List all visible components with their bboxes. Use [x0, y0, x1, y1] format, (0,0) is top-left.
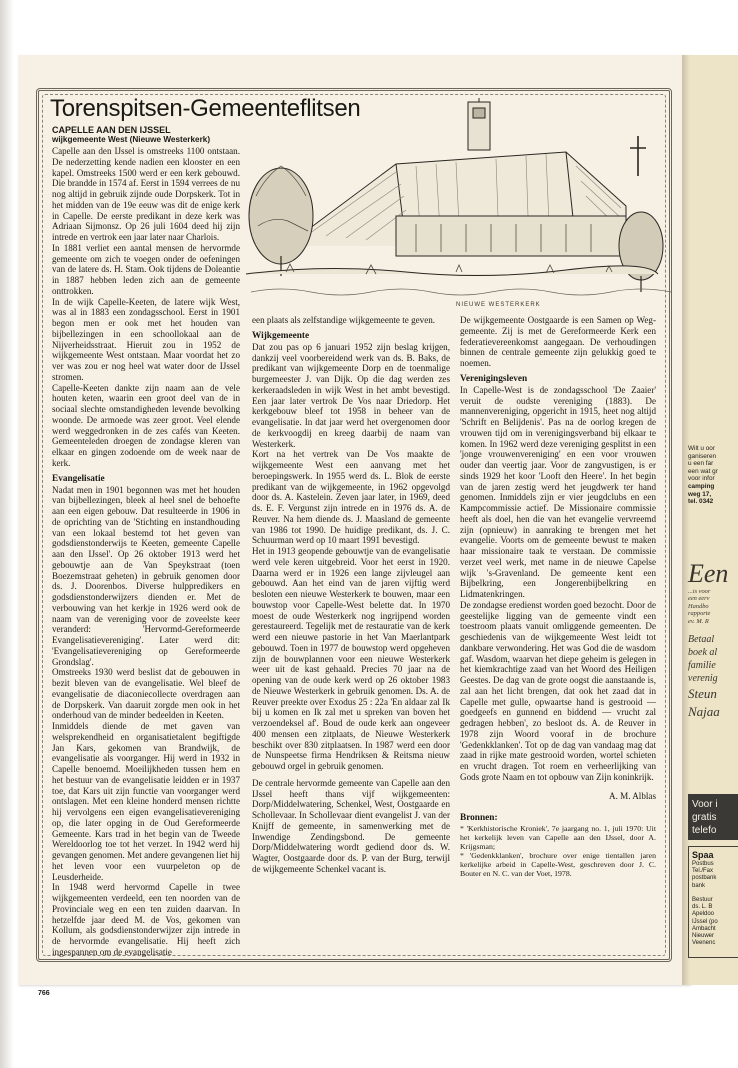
side-ad-box-line: bank [692, 882, 706, 889]
side-ad-line: u een far [688, 460, 714, 468]
side-ad-box-line: Postbus [692, 861, 714, 867]
paragraph: Dat zou pas op 6 januari 1952 zijn beslag krijgen, dankzij veel voorbereidend werk van ds. B. Baks, de predikant van wijkgemeente Dorp en de toenmalige burgemeester J. van Dijk. Op die dag werden zes kerkeraadsleden in wijk West in het ambt bevestigd. Een jaar later vertrok De Vos naar Driedorp. Het kerkgebouw bleef tot 1958 in beheer van de evangelisatie. In dat jaar werd het overgenomen door de kerkvoogdij en kreeg daarbij de naam van Westerkerk. [252, 341, 450, 449]
side-ad-dark-line: telefo [692, 825, 717, 836]
paragraph: De centrale hervormde gemeente van Capelle aan den IJssel heeft thans vijf wijkgemeenten: Dorp/Middelwatering, Schenkel, West, Oostgaarde en Schollevaar. In Schollevaar dient evangelist J. van der Knijff de gemeente, in samenwerking met de Inwendige Zendingsbond. De gemeente Dorp/Middelwatering wordt gediend door ds. W. Wagter, Oostgaarde door ds. P. van der Burg, terwijl de wijkgemeente Schenkel vacant is. [252, 777, 450, 874]
side-ad-box-line: Nieuwer [692, 933, 715, 940]
paragraph: een plaats als zelfstandige wijkgemeente te geven. [252, 315, 436, 325]
page-number: 766 [38, 990, 50, 997]
side-ad-script-line: Handbo [688, 602, 709, 610]
paragraph: Het in 1913 geopende gebouwtje van de evangelisatie werd vele keren uitgebreid. Voor het eerst in 1920. Daarna werd er in 1926 een lange zijvleugel aan gebouwd. Aan het eind van de jaren vijftig werd besloten een nieuwe Westerkerk te bouwen, maar een bouwstop voor Capelle-West belette dat. In 1970 moest de oude Westerkerk nog ingrijpend worden gerestaureerd. Tegelijk met de restauratie van de kerk werd een nieuwe pastorie in het Van Maerlantpark gebouwd. Toen in 1977 de bouwstop werd opgeheven zijn de bouwplannen voor een nieuwe Westerkerk weer uit de kast gehaald. Precies 70 jaar na de opening van de oude kerk werd op 26 oktober 1983 de Nieuwe Westerkerk in gebruik genomen. Ds. A. de Reuver preekte over Exodus 25 : 22a 'En aldaar zal Ik bij u komen en Ik zal met u spreken van boven het verzoendeksel af'. Boud de oude kerk aan ongeveer 400 mensen een zitplaats, de Nieuwe Westerkerk beschikt over 830 zitplaatsen. In 1987 werd een door de Nunspeetse firma Hendriksen & Reitsma nieuw gebouwd orgel in gebruik genomen. [252, 546, 450, 771]
article-title: Torenspitsen-Gemeenteflitsen [50, 95, 361, 122]
side-ad-text [688, 445, 718, 506]
sketch-caption: NIEUWE WESTERKERK [456, 302, 541, 308]
side-ad-script-mid: boek al [688, 647, 718, 659]
side-ad-box-line: Tel./Fax [692, 868, 714, 875]
author-signature: A. M. Alblas [609, 790, 656, 801]
side-ad-line: ganiseren [688, 452, 717, 460]
side-ad-script-line: ...is voor [688, 588, 711, 595]
paragraph: In 1881 verliet een aantal mensen de hervormde gemeente om zich te voegen onder de oefeningen van de latere ds. H. Stam. Ook tijdens de Doleantie in 1887 hebben leden zich aan de gemeente onttrokken. [52, 242, 240, 296]
side-ad-line: camping [688, 482, 715, 490]
side-ad-script [688, 560, 728, 721]
paragraph: Nadat men in 1901 begonnen was met het houden van bijbellezingen, bleek al heel snel de behoefte aan een eigen gebouw. Dat resulteerde in 1906 in de oprichting van de 'Stichting en instandhouding van een lokaal bestemd tot het geven van godsdienstonderwijs te Keeten, gemeente Capelle aan den IJssel'. Op 26 oktober 1913 werd het gebouwtje aan de Van Speykstraat (toen Boezemstraat geheten) in gebruik genomen door ds. J. Doorenbos. Diverse hulppredikers en godsdienstonderwijzers dienden er. Met de verbouwing van het kerkje in 1926 werd ook de naam van de vereniging voor de zoveelste keer veranderd: 'Hervormd-Gereformeerde Evangelisatievereniging'. Later werd dit: 'Evangelisatievereniging op Gereformeerde Grondslag'. [52, 484, 240, 667]
paragraph: In 1948 werd hervormd Capelle in twee wijkgemeenten verdeeld, een ten noorden van de Provinciale weg en een ten zuiden daarvan. In hetzelfde jaar deed M. de Vos, gekomen van Kollum, als godsdienstonderwijzer zijn intrede in de hervormde evangelisatie. Hij heeft zich ingespannen om de evangelisatie [52, 882, 240, 957]
section-heading: Wijkgemeente [252, 330, 310, 341]
side-ad-box-line: Veenenc [692, 940, 716, 947]
sources-heading: Bronnen: [460, 813, 498, 824]
paragraph: Inmiddels diende de met gaven van welsprekendheid en organisatietalent begiftigde Jan Kars, gekomen van Brandwijk, de evangelisatie als voorganger. Hij werd in 1932 in Capelle benoemd. Moeilijkheden tussen hem en het bestuur van de evangelisatie leidden er in 1937 toe, dat Kars uit zijn functie van voorganger werd ontslagen. Met een kleine honderd mensen richtte hij vervolgens een eigen evangelisatievereniging op, die later opging in de Oud Gereformeerde Gemeente. Kars trad in het begin van de Tweede Wereldoorlog toe tot het verzet. In 1942 werd hij gevangen genomen. Met andere gevangenen liet hij het leven voor een vuurpeleton op de Leusderheide. [52, 721, 240, 882]
side-ad-box-line [692, 890, 738, 897]
paragraph: Capelle aan den IJssel is omstreeks 1100 ontstaan. De nederzetting kende nadien een klooster en een kapel. Omstreeks 1500 werd er een kerk gebouwd. Die brandde in 1574 af. Eerst in 1594 verrees de nu nog altijd in gebruik zijnde oude Dorpskerk. Tot in het midden van de 19e eeuw was dit de enige kerk in Capelle. De eerste predikant in deze kerk was Adriaan Sijmonsz. Op 26 juli 1604 deed hij zijn intrede en vertrok een jaar later naar Charlois. [52, 146, 240, 242]
section-heading: Evangelisatie [52, 473, 105, 484]
side-ad-script-mid: Betaal [688, 634, 715, 646]
column-2 [252, 315, 450, 948]
paragraph: De zondagse eredienst worden goed bezocht. Door de geestelijke ligging van de gemeente vindt een toestroom plaats vanuit omliggende gemeenten. De geschiedenis van de wijkgemeente West leidt tot dankbare verwondering. Het was God die de wasdom gaf. Wasdom, waarvan het diepe geheim is gelegen in het kiemkrachtige zaad van het Woord des Heiligen Geestes. De dag van de grote oogst die aanstaande is, zal aan het licht brengen, dat ook het zaad dat in Capelle met gulle, opwaartse hand is gestrooid — goedgeefs en gunnend en biddend — vrucht zal gedragen hebben', zo besloot ds. A. de Reuver in 1978 zijn Woord vooraf in de brochure 'Gedenkklanken'. Tot op de dag van vandaag mag dat zaad in rijke mate gestrooid worden, wortel schieten en vrucht dragen. Tot roem en verheerlijking van Gods grote Naam en tot opbouw van Zijn koninkrijk. [460, 599, 656, 782]
side-ad-dark-banner [688, 794, 738, 840]
side-ad-script-line: een eerv [688, 595, 710, 603]
side-ad-dark-line: gratis [692, 812, 717, 823]
side-ad-box-line: postbank [692, 875, 717, 882]
article-congregation: wijkgemeente West (Nieuwe Westerkerk) [52, 135, 211, 144]
side-ad-script-line: ev. M. R [688, 617, 709, 625]
side-ad-script-mid: familie [688, 660, 716, 672]
paragraph: Capelle-Keeten dankte zijn naam aan de vele houten keten, waarin een groot deel van de in sociaal slechte omstandigheden levende bevolking woonde. De armoede was zeer groot. Veel elende werd weggedronken in de zes cafés van Keeten. Gemeenteleden droegen de zondagse kleren van elkaar en gingen zodoende om de week naar de kerk. [52, 382, 240, 468]
article-place: CAPELLE AAN DEN IJSSEL [52, 125, 171, 135]
side-ad-box-line: Bestuur [692, 897, 713, 904]
source-item: * 'Gedenkklanken', brochure over enige tientallen jaren kerkelijke arbeid in Capelle-West, geschreven door J. C. Bouter en N. C. van der Voet, 1978. [460, 851, 656, 879]
paragraph: Omstreeks 1930 werd beslist dat de gebouwen in bezit bleven van de evangelisatie. Wel bleef de evangelisatie de diaconiecollecte overdragen aan de Dorpskerk. Van daaruit zorgde men ook in het onderhoud van de minder bedeelden in Keeten. [52, 667, 240, 721]
scan-edge-shadow [0, 0, 14, 1068]
side-ad-box-title: Spaa [692, 850, 714, 860]
side-ad-box [688, 846, 738, 958]
side-ad-dark-line: Voor i [692, 799, 718, 810]
side-ad-line: Wilt u oor [688, 445, 715, 452]
paragraph: Kort na het vertrek van De Vos maakte de wijkgemeente West een aanvang met het beroepingswerk. In 1955 werd ds. L. Blok de eerste predikant van de wijkgemeente, in 1962 opgevolgd door ds. A. Kastelein. Zeven jaar later, in 1969, deed ds. E. F. Vergunst zijn intrede en in 1976 ds. A. de Reuver. Na hem diende ds. J. Maasland de gemeente van 1986 tot 1990. De huidige predikant, ds. J. C. Schuurman werd op 10 maart 1991 bevestigd. [252, 449, 450, 546]
side-ad-box-line: ds. L. B [692, 904, 713, 911]
side-ad-line: tel. 0342 [688, 498, 714, 506]
column-1 [52, 146, 240, 957]
side-ad-script-mid: Najaa [688, 704, 720, 720]
church-sketch [246, 96, 658, 310]
side-ad-script-line: rapporte [688, 610, 711, 618]
source-item: * 'Kerkhistorische Kroniek', 7e jaargang no. 1, juli 1970: Uit het kerkelijk leven van Capelle aan den IJssel, door A. Krijgsman; [460, 824, 656, 852]
side-ad-script-mid: Steun [688, 686, 717, 702]
paragraph: In Capelle-West is de zondagsschool 'De Zaaier' veruit de oudste vereniging (1883). De mannenvereniging, opgericht in 1915, heet nog altijd 'Schrift en Belijdenis'. Pas na de oorlog kregen de vrouwen tijd om in verenigingsverband bij elkaar te komen. In 1962 werd deze vereniging gesplitst in een 'jonge vrouwenvereniging' en een voor vrouwen ouder dan veertig jaar. Voor de zangvustigen, is er sinds 1929 het koor 'Looft den Heere'. In het begin van de jaren zestig werd het jeugdwerk ter hand genomen. Inmiddels zijn er vier jeugdclubs en een Kampcommissie actief. De Missionaire commissie heeft als doel, hen die van het evangelie vervreemd zijn (opnieuw) in aanraking te brengen met het evangelie. Voorts om de gemeente bewust te maken haar missionaire taak te verstaan. De commissie verzet veel werk, met name in de nieuwe Capelse wijk 's-Gravenland. De gemeente kent een Bijbelkring, een Jongerenbijbelkring en Lidmatenkringen. [460, 384, 656, 599]
paragraph: In de wijk Capelle-Keeten, de latere wijk West, was al in 1883 een zondagsschool. Eerst in 1901 begon men er ook met het houden van bijbellezingen in een schoollokaal aan de Nijverheidsstraat. Hieruit zou in 1952 de wijkgemeente West ontstaan. Maar voordat het zo ver was zou er nog heel wat water door de IJssel stromen. [52, 296, 240, 382]
paragraph: De wijkgemeente Oostgaarde is een Samen op Weg-gemeente. Zij is met de Gereformeerde Kerk een federatievereenkomst aangegaan. De verhoudingen binnen de centrale gemeente zijn gelukkig goed te noemen. [460, 315, 656, 368]
side-ad-line: een wat gr [688, 467, 718, 475]
section-heading: Verenigingsleven [460, 373, 528, 384]
column-3 [460, 315, 656, 948]
sources [460, 813, 656, 878]
side-ad-script-mid: verenig [688, 673, 718, 685]
side-ad-box-line: Ambacht [692, 925, 716, 932]
side-ad-box-line: Apeldoo [692, 911, 715, 918]
side-ad-line: voor infor [688, 475, 715, 483]
side-ad-line: weg 17, [688, 490, 712, 498]
side-ad-box-line: IJssel (po [692, 918, 718, 925]
church-sketch-drawing [246, 96, 658, 310]
side-ad-script-big: Een [688, 559, 729, 588]
